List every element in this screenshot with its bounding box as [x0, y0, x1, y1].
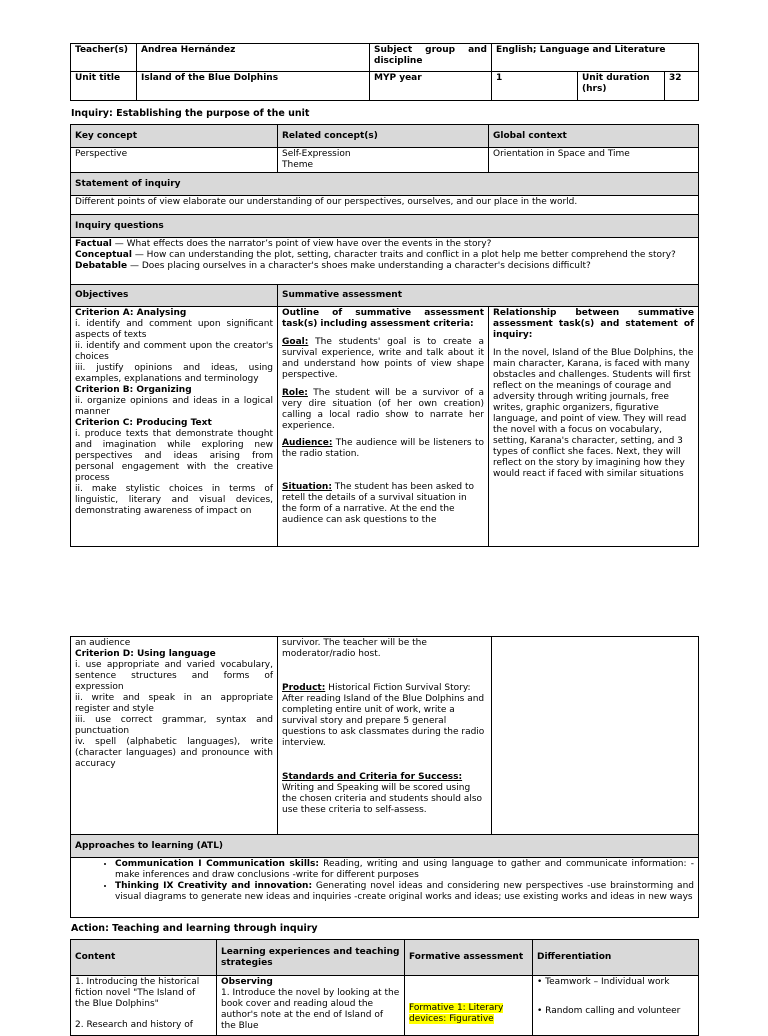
related-concepts: Self-Expression Theme: [278, 148, 489, 173]
unit-title: Island of the Blue Dolphins: [137, 72, 370, 101]
formative-cell: [405, 976, 533, 1036]
learning-label: Learning experiences and teaching strategies: [217, 940, 405, 976]
learning-cell: Observing 1. Introduce the novel by looking at the book cover and reading aloud the author's note at the end of Island of the Blue: [217, 976, 405, 1036]
relationship-cont-cell: [492, 637, 699, 835]
related-concepts-label: Related concept(s): [278, 125, 489, 148]
action-table: [70, 939, 699, 1036]
subject-label: Subject group and discipline: [370, 44, 492, 72]
content-cell: 1. Introducing the historical fiction novel "The Island of the Blue Dolphins" 2. Research and history of: [71, 976, 217, 1036]
summative-cont-cell: survivor. The teacher will be the moderator/radio host. Product: Historical Fiction Survival Story: After reading Island of the Blue Dolphins and completing entire unit of work, write a survival story and prepare 5 general questions to ask classmates during the radio interview. Standards and Criteria for Success: Writing and Speaking will be scored using the chosen criteria and students should also use these criteria to self-assess.: [278, 637, 492, 835]
continuation-table: [70, 636, 699, 918]
unit-label: Unit title: [71, 72, 137, 101]
summative-label: Summative assessment: [278, 285, 699, 307]
teacher-name: Andrea Hernández: [137, 44, 370, 72]
statement-label: Statement of inquiry: [71, 173, 699, 196]
content-label: Content: [71, 940, 217, 976]
inquiry-questions: Factual — What effects does the narrator’s point of view have over the events in the story? Conceptual — How can understanding the plot, setting, character traits and conflict in a plot help me better comprehend the story? Debatable — Does placing ourselves in a character's shoes make understanding a character's decisions difficult?: [71, 238, 699, 285]
duration-value: 32: [665, 72, 699, 101]
relationship-cell: Relationship between summative assessment task(s) and statement of inquiry: In the novel, Island of the Blue Dolphins, the main character, Karana, is faced with many obstacles and challenges. Students will first reflect on the meanings of courage and adversity through writing journals, free writes, graphic organizers, figurative language, and point of view. They will read the novel with a focus on vocabulary, setting, Karana's character, setting, and 3 types of conflict she faces. Next, they will reflect on the story by imagining how they would react if faced with similar situations: [489, 307, 699, 547]
action-heading: Action: Teaching and learning through inquiry: [71, 923, 318, 934]
atl-cell: • Communication I Communication skills: Reading, writing and using language to gather and communicate information: -make inferences and draw conclusions -write for different purposes • Thinking IX Creativity and innovation: Generating novel ideas and considering new perspectives -use brainstorming and visual diagrams to generate new ideas and inquiries -create original works and ideas; use existing works and ideas in new ways: [71, 858, 699, 918]
global-context: Orientation in Space and Time: [489, 148, 699, 173]
global-context-label: Global context: [489, 125, 699, 148]
differentiation-label: Differentiation: [533, 940, 699, 976]
questions-label: Inquiry questions: [71, 215, 699, 238]
differentiation-cell: • Teamwork – Individual work • Random calling and volunteer: [533, 976, 699, 1036]
teacher-label: Teacher(s): [71, 44, 137, 72]
objectives-cont-cell: an audience Criterion D: Using language i. use appropriate and varied vocabulary, sentence structures and forms of expression ii. write and speak in an appropriate register and style iii. use correct grammar, syntax and punctuation iv. spell (alphabetic languages), write (character languages) and pronounce with accuracy: [71, 637, 278, 835]
summative-outline-cell: Outline of summative assessment task(s) including assessment criteria: Goal: The students' goal is to create a survival experience, write and talk about it and understand how points of view shape perspective. Role: The student will be a survivor of a very dire situation (of her own creation) calling a local radio show to narrate her experience. Audience: The audience will be listeners to the radio station. Situation: The student has been asked to retell the details of a survival situation in the form of a narrative. At the end the audience can ask questions to the: [278, 307, 489, 547]
inquiry-heading: Inquiry: Establishing the purpose of the unit: [71, 108, 310, 119]
myp-label: MYP year: [370, 72, 492, 101]
objectives-label: Objectives: [71, 285, 278, 307]
statement-text: Different points of view elaborate our understanding of our perspectives, ourselves, and our place in the world.: [71, 196, 699, 215]
myp-value: 1: [492, 72, 578, 101]
key-concept-label: Key concept: [71, 125, 278, 148]
formative-highlight: Formative 1: Literary devices: Figurative: [409, 1003, 504, 1024]
atl-label: Approaches to learning (ATL): [71, 835, 699, 858]
duration-label: Unit duration (hrs): [578, 72, 665, 101]
formative-label: Formative assessment: [405, 940, 533, 976]
subject-value: English; Language and Literature: [492, 44, 699, 72]
key-concept: Perspective: [71, 148, 278, 173]
inquiry-table: [70, 124, 699, 547]
objectives-cell: Criterion A: Analysing i. identify and comment upon significant aspects of texts ii. identify and comment upon the creator's choices iii. justify opinions and ideas, using examples, explanations and terminology Criterion B: Organizing ii. organize opinions and ideas in a logical manner Criterion C: Producing Text i. produce texts that demonstrate thought and imagination while exploring new perspectives and ideas arising from personal engagement with the creative process ii. make stylistic choices in terms of linguistic, literary and visual devices, demonstrating awareness of impact on: [71, 307, 278, 547]
header-table: [70, 43, 699, 101]
